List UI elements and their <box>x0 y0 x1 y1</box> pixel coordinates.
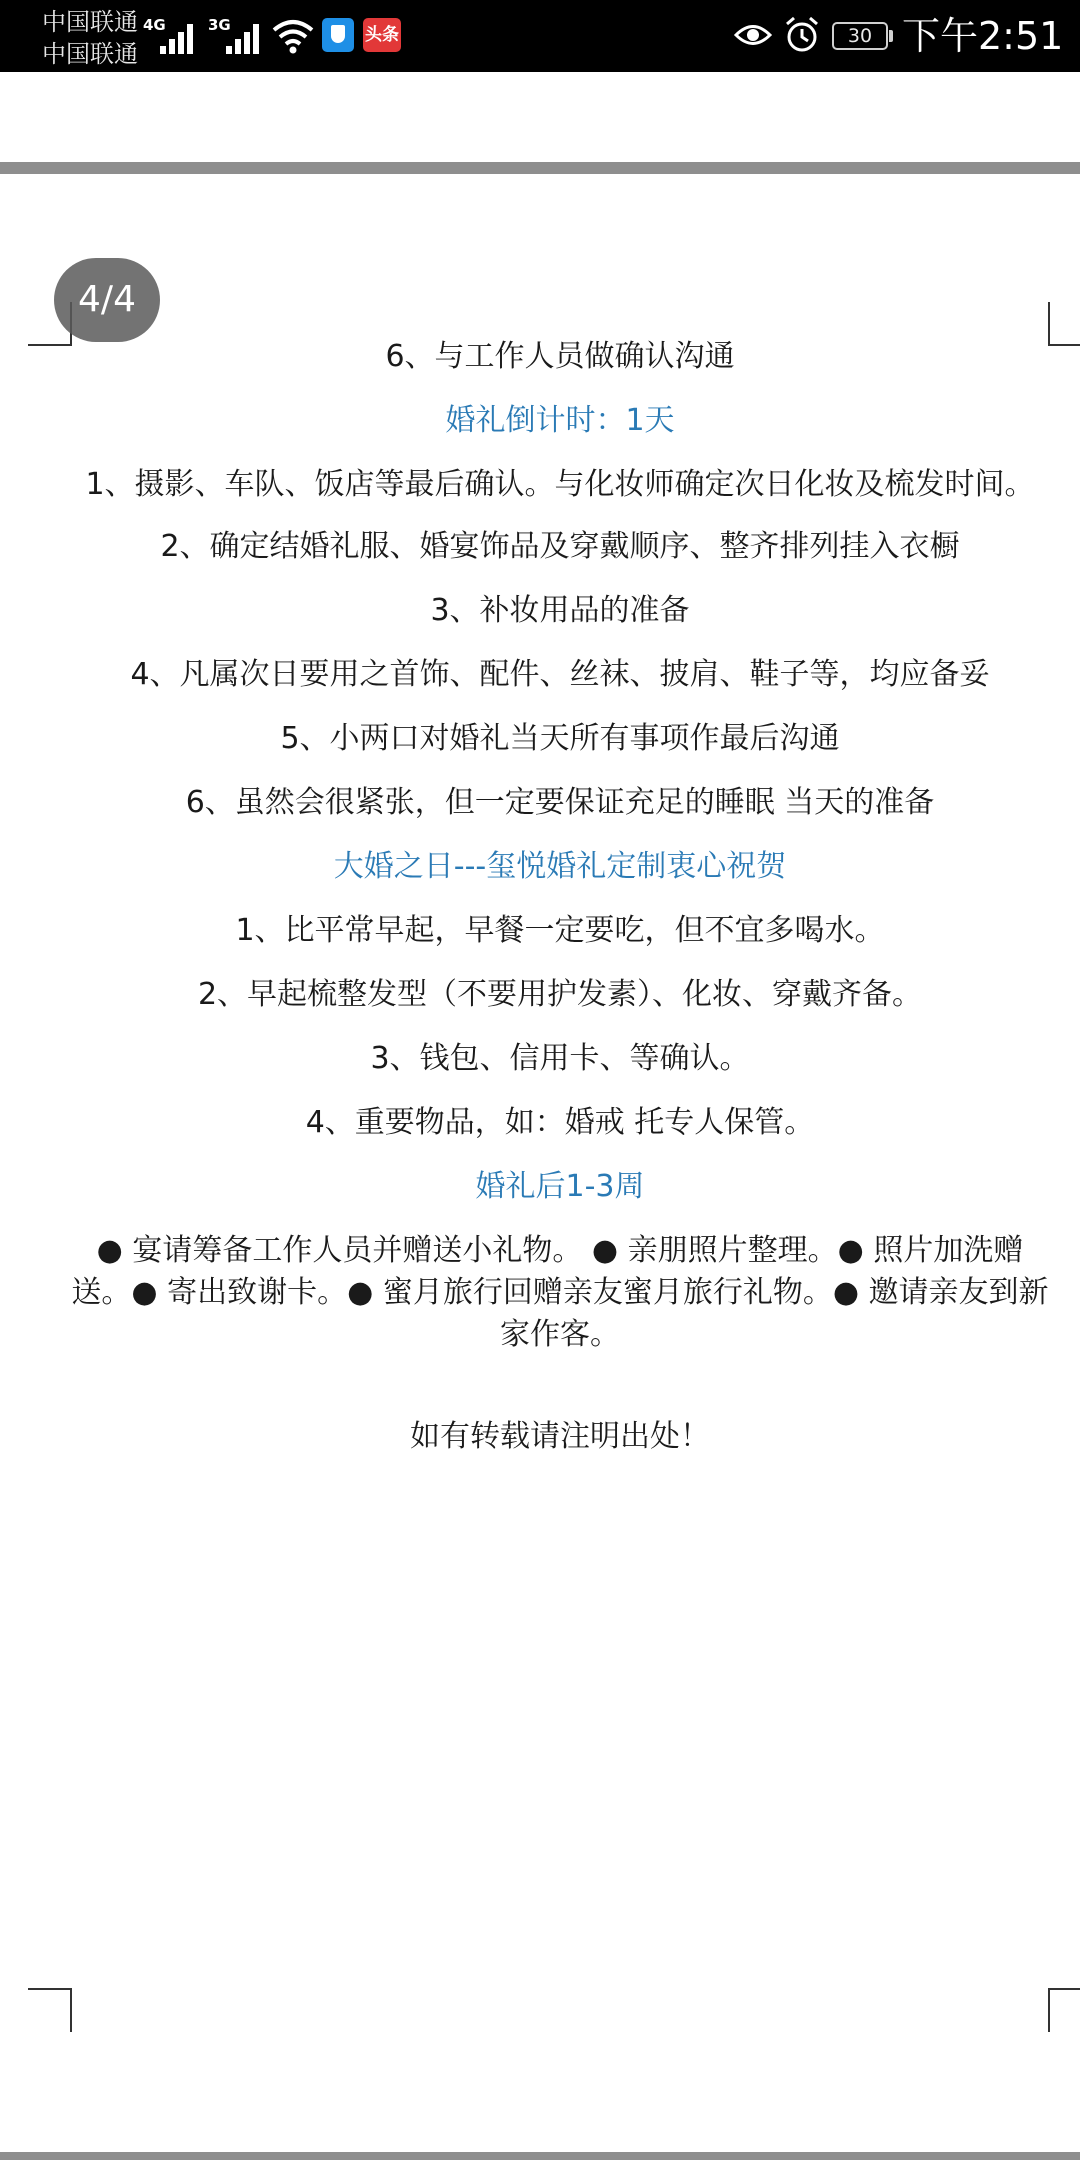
signal-strength-1-icon <box>160 20 200 54</box>
signal-strength-2-icon <box>226 20 266 54</box>
section-heading-wedding-day: 大婚之日---玺悦婚礼定制衷心祝贺 <box>333 849 787 884</box>
previous-page-bottom[interactable] <box>0 72 1080 162</box>
section-heading-after-wedding: 婚礼后1-3周 <box>475 1169 645 1204</box>
status-bar <box>0 0 1080 72</box>
page-separator-bottom <box>0 2152 1080 2160</box>
carrier-1: 中国联通 <box>42 8 138 36</box>
carrier-2: 中国联通 <box>42 40 138 68</box>
list-item: 1、比平常早起，早餐一定要吃，但不宜多喝水。 <box>235 913 885 948</box>
news-app-icon: 头条 <box>363 18 401 52</box>
footer-note: 如有转载请注明出处！ <box>410 1419 710 1454</box>
page-separator <box>0 162 1080 174</box>
document-content <box>70 336 1050 1480</box>
text-line: 6、与工作人员做确认沟通 <box>385 339 735 374</box>
list-item: 5、小两口对婚礼当天所有事项作最后沟通 <box>280 721 840 756</box>
list-item: 2、早起梳整发型（不要用护发素）、化妆、穿戴齐备。 <box>197 977 923 1012</box>
carrier-names <box>42 6 138 70</box>
document-page[interactable] <box>0 174 1080 2152</box>
section-heading-countdown: 婚礼倒计时：1天 <box>445 403 675 438</box>
list-item: 4、重要物品，如：婚戒 托专人保管。 <box>305 1105 815 1140</box>
network-type-2: 3G <box>208 16 231 34</box>
eye-comfort-icon <box>734 20 772 50</box>
battery-tip <box>889 30 893 42</box>
crop-mark-top-right <box>1048 302 1080 346</box>
security-app-icon <box>322 18 354 52</box>
list-item: 6、虽然会很紧张，但一定要保证充足的睡眠 当天的准备 <box>185 785 935 820</box>
list-item: 1、摄影、车队、饭店等最后确认。与化妆师确定次日化妆及梳发时间。 <box>85 467 1035 502</box>
status-time: 下午2:51 <box>902 14 1064 58</box>
list-item: 3、补妆用品的准备 <box>430 593 690 628</box>
paragraph-spacer <box>70 1376 1050 1416</box>
list-item: 2、确定结婚礼服、婚宴饰品及穿戴顺序、整齐排列挂入衣橱 <box>160 529 960 564</box>
list-item: 4、凡属次日要用之首饰、配件、丝袜、披肩、鞋子等，均应备妥 <box>130 657 990 692</box>
bullet-paragraph: ● 宴请筹备工作人员并赠送小礼物。 ● 亲朋照片整理。● 照片加洗赠送。● 寄出致谢卡。● 蜜月旅行回赠亲友蜜月旅行礼物。● 邀请亲友到新家作客。 <box>71 1233 1049 1352</box>
page-indicator: 4/4 <box>54 258 160 342</box>
battery-icon: 30 <box>832 22 888 50</box>
crop-mark-bottom-right <box>1048 1988 1080 2032</box>
crop-mark-bottom-left <box>28 1988 72 2032</box>
wifi-icon <box>272 17 314 55</box>
network-type-1: 4G <box>143 16 166 34</box>
list-item: 3、钱包、信用卡、等确认。 <box>370 1041 750 1076</box>
alarm-clock-icon <box>784 16 820 54</box>
